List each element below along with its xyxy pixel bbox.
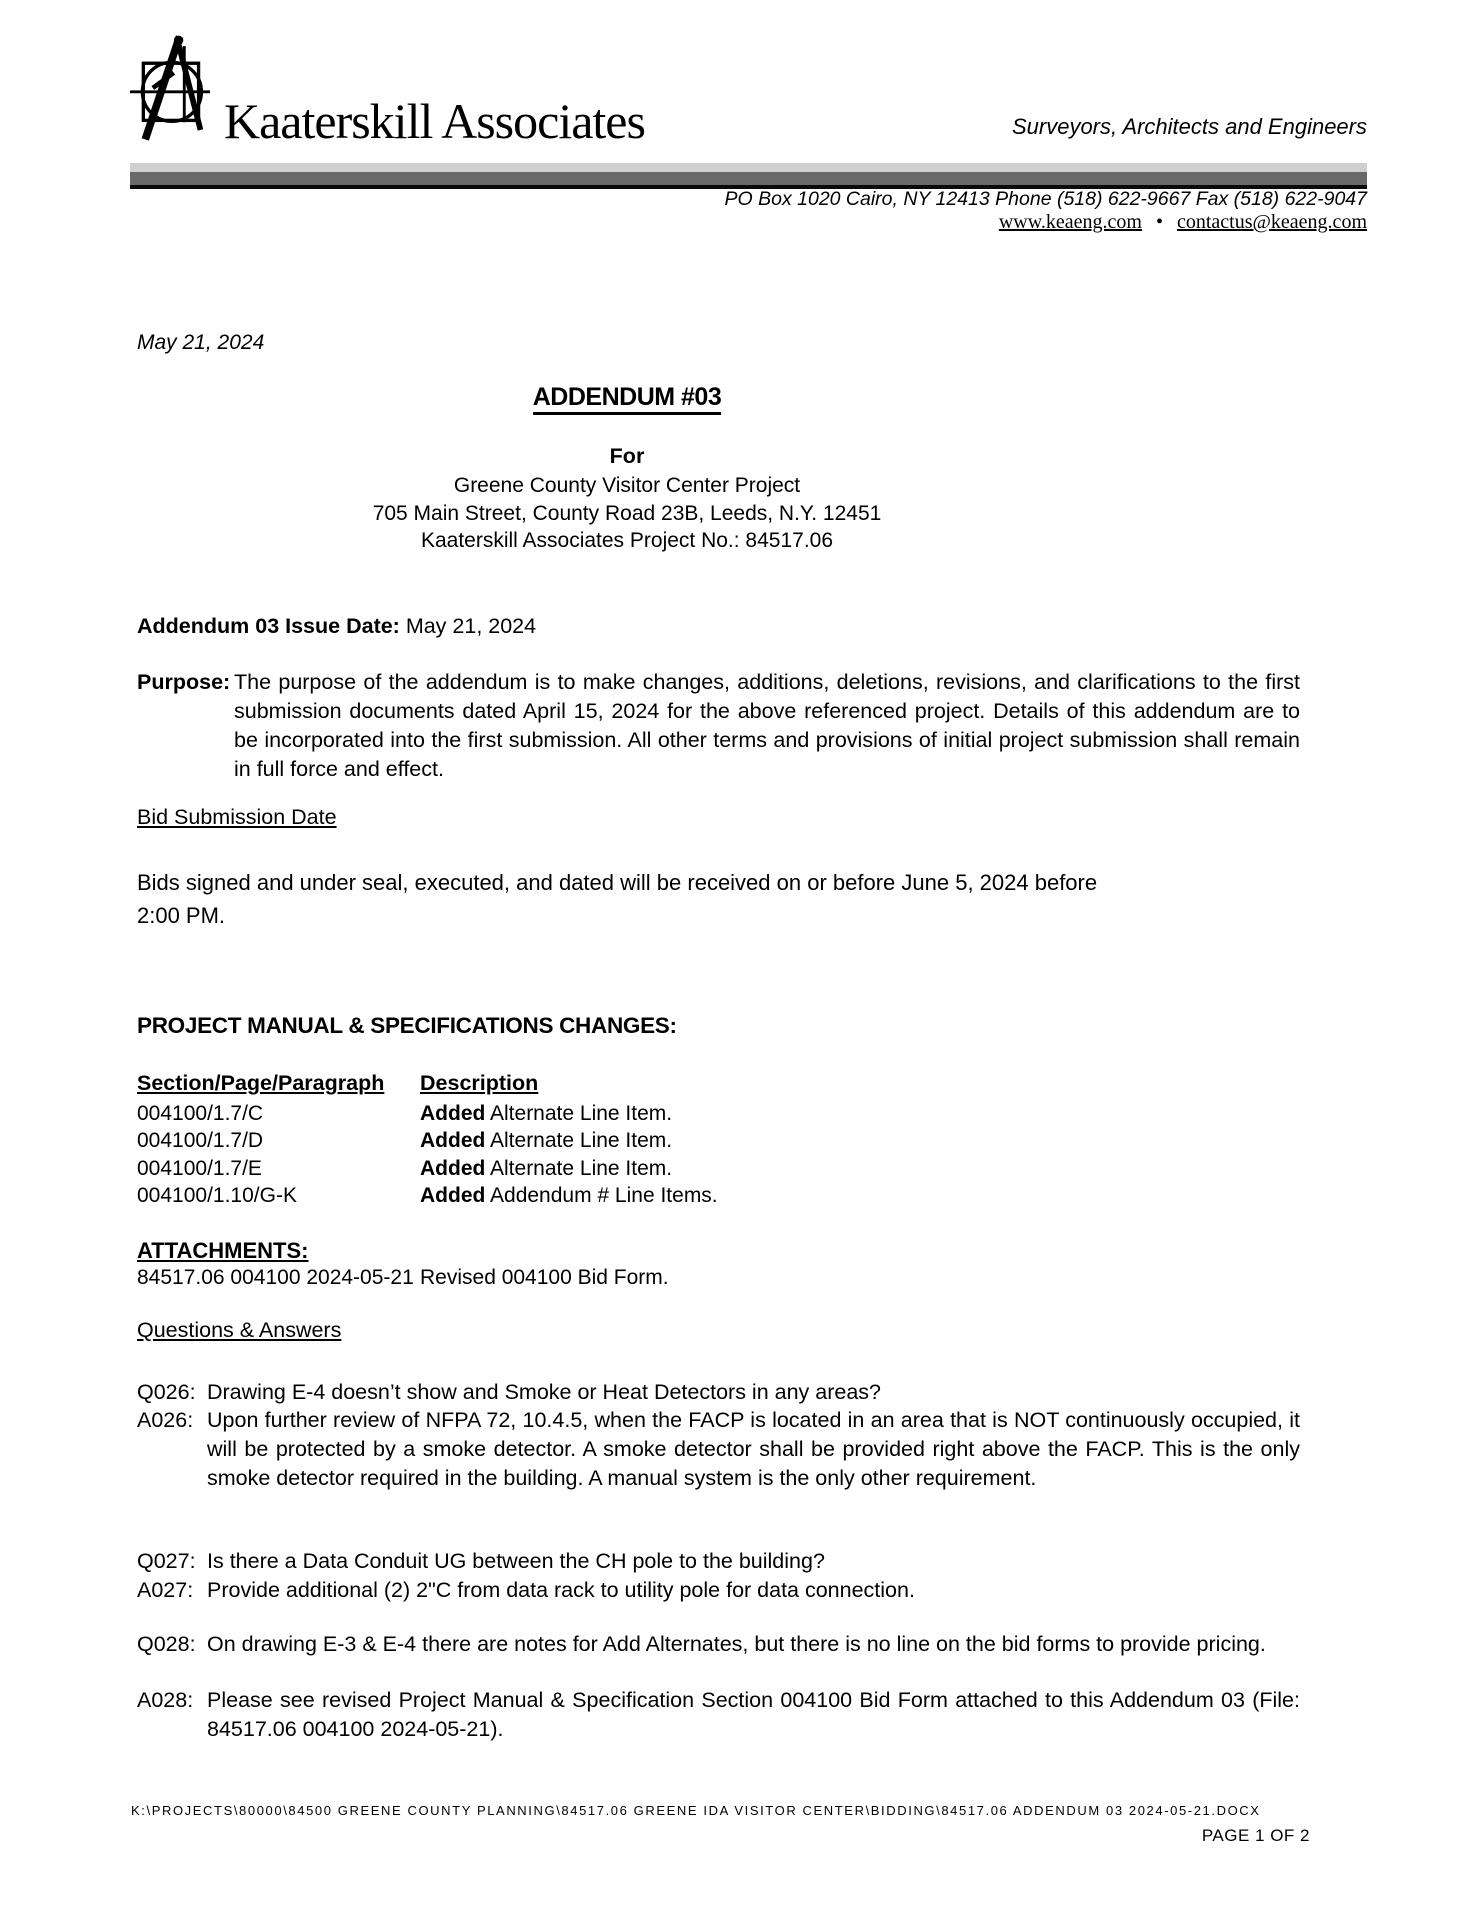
address-line: PO Box 1020 Cairo, NY 12413 Phone (518) 622-9667 Fax (518) 622-9047 bbox=[724, 188, 1367, 210]
qa-text: Please see revised Project Manual & Specification Section 004100 Bid Form attached to this Addendum 03 (File: 84517.06 004100 2024-05-21). bbox=[207, 1688, 1300, 1741]
qa-answer bbox=[137, 1406, 1300, 1493]
addendum-title: ADDENDUM #03 bbox=[533, 384, 721, 415]
email-link[interactable]: contactus@keaeng.com bbox=[1176, 211, 1367, 233]
description-text: Alternate Line Item. bbox=[485, 1102, 673, 1125]
description-text: Alternate Line Item. bbox=[485, 1129, 673, 1153]
project-address: 705 Main Street, County Road 23B, Leeds, N.Y. 12451 bbox=[372, 501, 882, 525]
company-tagline: Surveyors, Architects and Engineers bbox=[1011, 113, 1367, 139]
for-label: For bbox=[609, 444, 645, 468]
qa-label: A027: bbox=[137, 1578, 194, 1602]
attachment-row bbox=[137, 1266, 1300, 1290]
drafting-compass-logo-icon bbox=[130, 34, 210, 147]
changes-table-header bbox=[137, 1069, 1300, 1098]
issue-date-value: May 21, 2024 bbox=[399, 614, 537, 638]
letterhead bbox=[130, 34, 1367, 147]
table-row bbox=[137, 1155, 1300, 1182]
qa-question bbox=[137, 1378, 1300, 1407]
qa-question bbox=[137, 1547, 1300, 1576]
divider-strip-dark bbox=[130, 172, 1367, 185]
qa-answer bbox=[137, 1576, 1300, 1605]
qa-text: Upon further review of NFPA 72, 10.4.5, when the FACP is located in an area that is NOT continuously occupied, it will be protected by a smoke detector. A smoke detector shall be provided right above the FACP. This is the only smoke detector required in the building. A manual system is the only other requirement. bbox=[207, 1408, 1300, 1490]
qa-text: Is there a Data Conduit UG between the CH pole to the building? bbox=[207, 1549, 825, 1573]
title-block bbox=[137, 384, 1117, 555]
qa-text: Drawing E-4 doesn’t show and Smoke or Heat Detectors in any areas? bbox=[207, 1380, 882, 1404]
qa-text: On drawing E-3 & E-4 there are notes for Add Alternates, but there is no line on the bid forms to provide pricing. bbox=[207, 1632, 1266, 1656]
qa-heading: Questions & Answers bbox=[137, 1318, 342, 1342]
contact-links-line bbox=[999, 211, 1367, 234]
action-label: Added bbox=[420, 1129, 486, 1153]
bullet-separator: • bbox=[1155, 211, 1163, 233]
table-row bbox=[137, 1182, 1300, 1209]
description-text: Alternate Line Item. bbox=[485, 1156, 673, 1180]
changes-heading: PROJECT MANUAL & SPECIFICATIONS CHANGES: bbox=[137, 1013, 677, 1038]
footer-file-path: K:\PROJECTS\80000\84500 GREENE COUNTY PLANNING\84517.06 GREENE IDA VISITOR CENTER\BIDDING\84517.06 ADDENDUM 03 2024-05-21.DOCX bbox=[131, 1803, 1261, 1818]
qa-text: Provide additional (2) 2"C from data rack to utility pole for data connection. bbox=[207, 1578, 915, 1602]
qa-question bbox=[137, 1630, 1300, 1659]
divider-strip-light bbox=[130, 163, 1367, 172]
bid-submission-text: Bids signed and under seal, executed, and dated will be received on or before June 5, 2024 before 2:00 PM. bbox=[137, 870, 1098, 928]
action-label: Added bbox=[420, 1102, 486, 1125]
section-cell: 004100/1.7/E bbox=[137, 1156, 262, 1180]
column-header-section: Section/Page/Paragraph bbox=[137, 1071, 385, 1095]
attachment-file: 84517.06 004100 2024-05-21 bbox=[137, 1266, 414, 1289]
description-cell bbox=[420, 1155, 672, 1182]
qa-answer bbox=[137, 1686, 1300, 1744]
section-cell: 004100/1.7/C bbox=[137, 1102, 264, 1125]
header-divider-bar bbox=[130, 163, 1367, 189]
bid-submission-heading: Bid Submission Date bbox=[137, 805, 337, 829]
purpose-section bbox=[137, 668, 1300, 784]
qa-label: Q027: bbox=[137, 1549, 196, 1573]
action-label: Added bbox=[420, 1184, 486, 1208]
project-number: Kaaterskill Associates Project No.: 84517.06 bbox=[420, 529, 834, 552]
table-row bbox=[137, 1127, 1300, 1154]
description-cell bbox=[420, 1182, 718, 1209]
qa-label: Q026: bbox=[137, 1380, 196, 1404]
issue-date-label: Addendum 03 Issue Date: bbox=[137, 614, 400, 638]
qa-label: A026: bbox=[137, 1408, 194, 1432]
description-cell bbox=[420, 1127, 672, 1154]
purpose-label: Purpose: bbox=[137, 670, 231, 694]
project-info bbox=[137, 472, 1117, 555]
issue-date-line bbox=[137, 612, 536, 641]
page-number: PAGE 1 OF 2 bbox=[1201, 1826, 1310, 1845]
table-row bbox=[137, 1100, 1300, 1127]
column-header-description: Description bbox=[420, 1071, 539, 1095]
project-name: Greene County Visitor Center Project bbox=[453, 474, 801, 497]
section-cell: 004100/1.10/G-K bbox=[137, 1184, 297, 1208]
purpose-text: The purpose of the addendum is to make changes, additions, deletions, revisions, and clarifications to the first submission documents dated April 15, 2024 for the above referenced project. Details of this addendum are to be incorporated into the first submission. All other terms and provisions of initial project submission shall remain in full force and effect. bbox=[234, 670, 1300, 781]
description-cell bbox=[420, 1100, 672, 1127]
action-label: Added bbox=[420, 1156, 486, 1180]
attachment-description: Revised 004100 Bid Form. bbox=[420, 1266, 669, 1289]
qa-label: Q028: bbox=[137, 1632, 196, 1656]
qa-label: A028: bbox=[137, 1688, 194, 1712]
changes-table bbox=[137, 1100, 1300, 1210]
company-name: Kaaterskill Associates bbox=[224, 93, 645, 149]
section-cell: 004100/1.7/D bbox=[137, 1129, 264, 1153]
description-text: Addendum # Line Items. bbox=[485, 1184, 718, 1208]
document-date: May 21, 2024 bbox=[137, 331, 265, 354]
attachments-heading: ATTACHMENTS: bbox=[137, 1238, 309, 1263]
website-link[interactable]: www.keaeng.com bbox=[998, 211, 1142, 233]
